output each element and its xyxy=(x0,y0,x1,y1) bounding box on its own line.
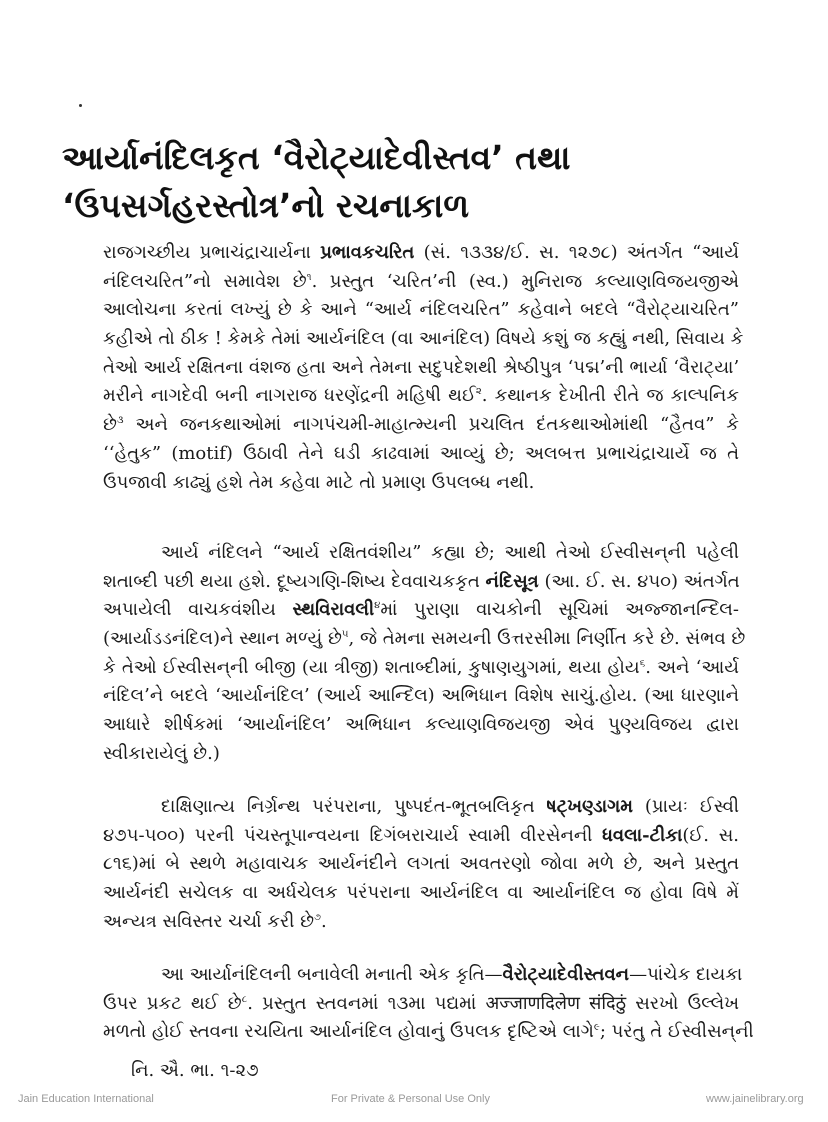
body-text: અને જનકથાઓમાં નાગપંચમી-માહાત્મ્યની પ્રચલિત દંતકથાઓમાંથી “હૈતવ” કે xyxy=(123,414,739,436)
body-text: અન્યત્ર સવિસ્તર ચર્ચા કરી છે xyxy=(103,910,315,932)
text-line xyxy=(103,961,743,990)
footer-left: Jain Education International xyxy=(18,1093,154,1105)
body-text: ઉપર પ્રકટ થઈ છે xyxy=(103,992,242,1014)
text-line xyxy=(103,682,739,711)
text-line xyxy=(103,325,744,354)
text-line xyxy=(103,990,739,1019)
text-line xyxy=(103,268,739,297)
body-text: તેઓ આર્ય રક્ષિતના વંશજ હતા અને તેમના સદુપદેશથી શ્રેષ્ઠીપુત્ર ‘પદ્મ’ની ભાર્યા ‘વૈરાટ્યા’ xyxy=(103,356,740,378)
body-text: . પ્રસ્તુત ‘ચરિત’ની (સ્વ.) મુનિરાજ કલ્યાણવિજયજીએ xyxy=(311,270,740,292)
body-text: શતાબ્દી પછી થયા હશે. દૂષ્યગણિ-શિષ્ય દેવવાચકકૃત xyxy=(103,570,486,592)
text-line xyxy=(103,239,739,268)
text-line xyxy=(103,539,739,568)
body-text: ઉપજાવી કાઢ્યું હશે તેમ કહેવા માટે તો પ્રમાણ ઉપલબ્ધ નથી. xyxy=(103,471,535,493)
title-line-1: આર્યાનંદિલકૃત ‘વૈરોટ્યાદેવીસ્તવ’ તથા xyxy=(62,138,571,177)
text-line xyxy=(103,625,746,654)
body-text: માં પુરાણા વાચકોની સૂચિમાં અજ્જાનન્દિલ- xyxy=(380,599,739,621)
bold-title-text: સ્થવિરાવલી xyxy=(292,599,375,621)
body-text: આર્યનંદી સચેલક વા અર્ધચેલક પરંપરાના આર્યનંદિલ વા આર્યાનંદિલ જ હોવા વિષે મેં xyxy=(103,882,739,904)
body-text: (સં. ૧૩૩૪/ઈ. સ. ૧૨૭૮) અંતર્ગત “આર્ય xyxy=(414,242,740,263)
text-line xyxy=(103,1018,754,1047)
footer-center: For Private & Personal Use Only xyxy=(331,1093,490,1105)
footnote-marker: ૩ xyxy=(116,415,124,427)
bold-title-text: ષટ્‌ખણ્ડાગમ xyxy=(546,796,633,817)
text-line xyxy=(103,793,739,822)
footnote-marker: ૪ xyxy=(374,600,381,612)
text-line xyxy=(103,908,739,937)
body-text: . xyxy=(320,910,327,932)
footnote-marker: ૫ xyxy=(341,629,349,641)
body-text: (આ. ઈ. સ. ૪૫૦) અંતર્ગત xyxy=(538,570,740,592)
bold-title-text: ધવલા-ટીકા xyxy=(602,824,683,846)
text-line xyxy=(103,850,739,879)
body-text: સ્વીકારાયેલું છે.) xyxy=(103,742,220,764)
body-text: કહીએ તો ઠીક ! કેમકે તેમાં આર્યનંદિલ (વા આનંદિલ) વિષયે કશું જ કહ્યું નથી, સિવાય કે xyxy=(103,328,744,350)
body-text: ૪૭૫-૫૦૦) પરની પંચસ્તૂપાન્વયના દિગંબરાચાર્ય સ્વામી વીરસેનની xyxy=(103,824,603,846)
article-title xyxy=(62,134,762,230)
text-line xyxy=(103,411,739,440)
body-text: રાજગચ્છીય પ્રભાચંદ્રાચાર્યના xyxy=(103,242,321,263)
paragraph-1 xyxy=(103,239,744,497)
body-text: નંદિલચરિત”નો સમાવેશ છે xyxy=(103,270,307,292)
body-text: નંદિલ’ને બદલે ‘આર્યાનંદિલ’ (આર્ય આન્દિલ) અભિધાન વિશેષ સાચું.હોય. (આ ધારણાને xyxy=(103,685,739,707)
text-line xyxy=(103,740,739,769)
text-line xyxy=(103,354,739,383)
body-text: આ આર્યાનંદિલની બનાવેલી મનાતી એક કૃતિ— xyxy=(161,964,503,985)
body-text: ૮૧૬)માં બે સ્થળે મહાવાચક આર્યનંદીને લગતાં અવતરણો જોવા મળે છે, અને પ્રસ્તુત xyxy=(103,853,739,875)
body-text: ; પરંતુ તે ઈસ્વીસન્‌ની xyxy=(599,1021,754,1043)
page-signature: નિ. ઐ. ભા. ૧-૨૭ xyxy=(131,1060,259,1081)
footnote-marker: ૬ xyxy=(639,657,646,669)
footnote-marker: ૭ xyxy=(314,911,321,923)
text-line xyxy=(103,382,739,411)
body-text: . કથાનક દેખીતી રીતે જ કાલ્પનિક xyxy=(481,385,739,407)
text-line xyxy=(103,822,739,851)
body-text: આર્ય નંદિલને “આર્ય રક્ષિતવંશીય” કહ્યા છે; આથી તેઓ ઈસ્વીસન્‌ની પહેલી xyxy=(161,542,739,563)
paragraph-4 xyxy=(103,961,754,1047)
body-text: . પ્રસ્તુત સ્તવનમાં ૧૩મા પદ્યમાં अज्जाणदिलेण संदिठुं સરખો ઉલ્લેખ xyxy=(247,992,739,1014)
body-text: અપાયેલી વાચકવંશીય xyxy=(103,599,293,621)
body-text: . અને ‘આર્ય xyxy=(645,656,739,678)
body-text: (આર્યાડડનંદિલ)ને સ્થાન મળ્યું છે xyxy=(103,628,342,650)
bold-title-text: પ્રભાવકચરિત xyxy=(320,242,415,263)
text-line xyxy=(103,879,739,908)
text-line xyxy=(103,469,739,498)
bold-title-text: વૈરોટ્યાદેવીસ્તવન xyxy=(502,964,630,985)
body-text: મળતો હોઈ સ્તવના રચયિતા આર્યાનંદિલ હોવાનું ઉપલક દૃષ્ટિએ લાગે xyxy=(103,1021,594,1043)
footnote-marker: ૯ xyxy=(593,1022,600,1034)
text-line xyxy=(103,568,739,597)
text-line xyxy=(103,296,739,325)
body-text: , જે તેમના સમયની ઉત્તરસીમા નિર્ણીત કરે છે. સંભવ છે xyxy=(348,628,746,650)
body-text: —પાંચેક દાયકા xyxy=(629,964,743,985)
body-text: (પ્રાયઃ ઈસ્વી xyxy=(632,796,739,817)
body-text: મરીને નાગદેવી બની નાગરાજ ધરણેંદ્રની મહિષી થઈ xyxy=(103,385,476,407)
body-text: (ઈ. સ. xyxy=(682,824,739,846)
body-text: કે તેઓ ઈસ્વીસન્‌ની બીજી (યા ત્રીજી) શતાબ્દીમાં, કુષાણયુગમાં, થયા હોય xyxy=(103,656,640,678)
text-line xyxy=(103,711,739,740)
footnote-marker: ૮ xyxy=(241,993,248,1005)
paragraph-2 xyxy=(103,539,746,769)
body-text: ‘‘હેતુક” (motif) ઉઠાવી તેને ઘડી કાઢવામાં આવ્યું છે; અલબત્ત પ્રભાચંદ્રાચાર્યે જ તે xyxy=(103,442,739,464)
body-text: દાક્ષિણાત્ય નિર્ગ્રન્થ પરંપરાના, પુષ્પદંત-ભૂતબલિકૃત xyxy=(161,796,547,817)
bold-title-text: નંદિસૂત્ર xyxy=(485,570,539,592)
text-line xyxy=(103,654,739,683)
body-text: આલોચના કરતાં લખ્યું છે કે આને “આર્ય નંદિલચરિત” કહેવાને બદલે “વૈરોટ્યાચરિત” xyxy=(103,299,739,321)
footnote-marker: ૨ xyxy=(475,386,482,398)
title-line-2: ‘ઉપસર્ગહરસ્તોત્ર’નો રચનાકાળ xyxy=(62,186,470,225)
footer-link[interactable]: www.jainelibrary.org xyxy=(706,1093,804,1105)
body-text: છે xyxy=(103,414,117,436)
stray-dot xyxy=(79,104,82,107)
text-line xyxy=(103,596,739,625)
paragraph-3 xyxy=(103,793,739,936)
body-text: આધારે શીર્ષકમાં ‘આર્યાનંદિલ’ અભિધાન કલ્યાણવિજયજી એવં પુણ્યવિજય દ્વારા xyxy=(103,714,739,736)
text-line xyxy=(103,440,739,469)
footnote-marker: ૧ xyxy=(306,271,312,283)
